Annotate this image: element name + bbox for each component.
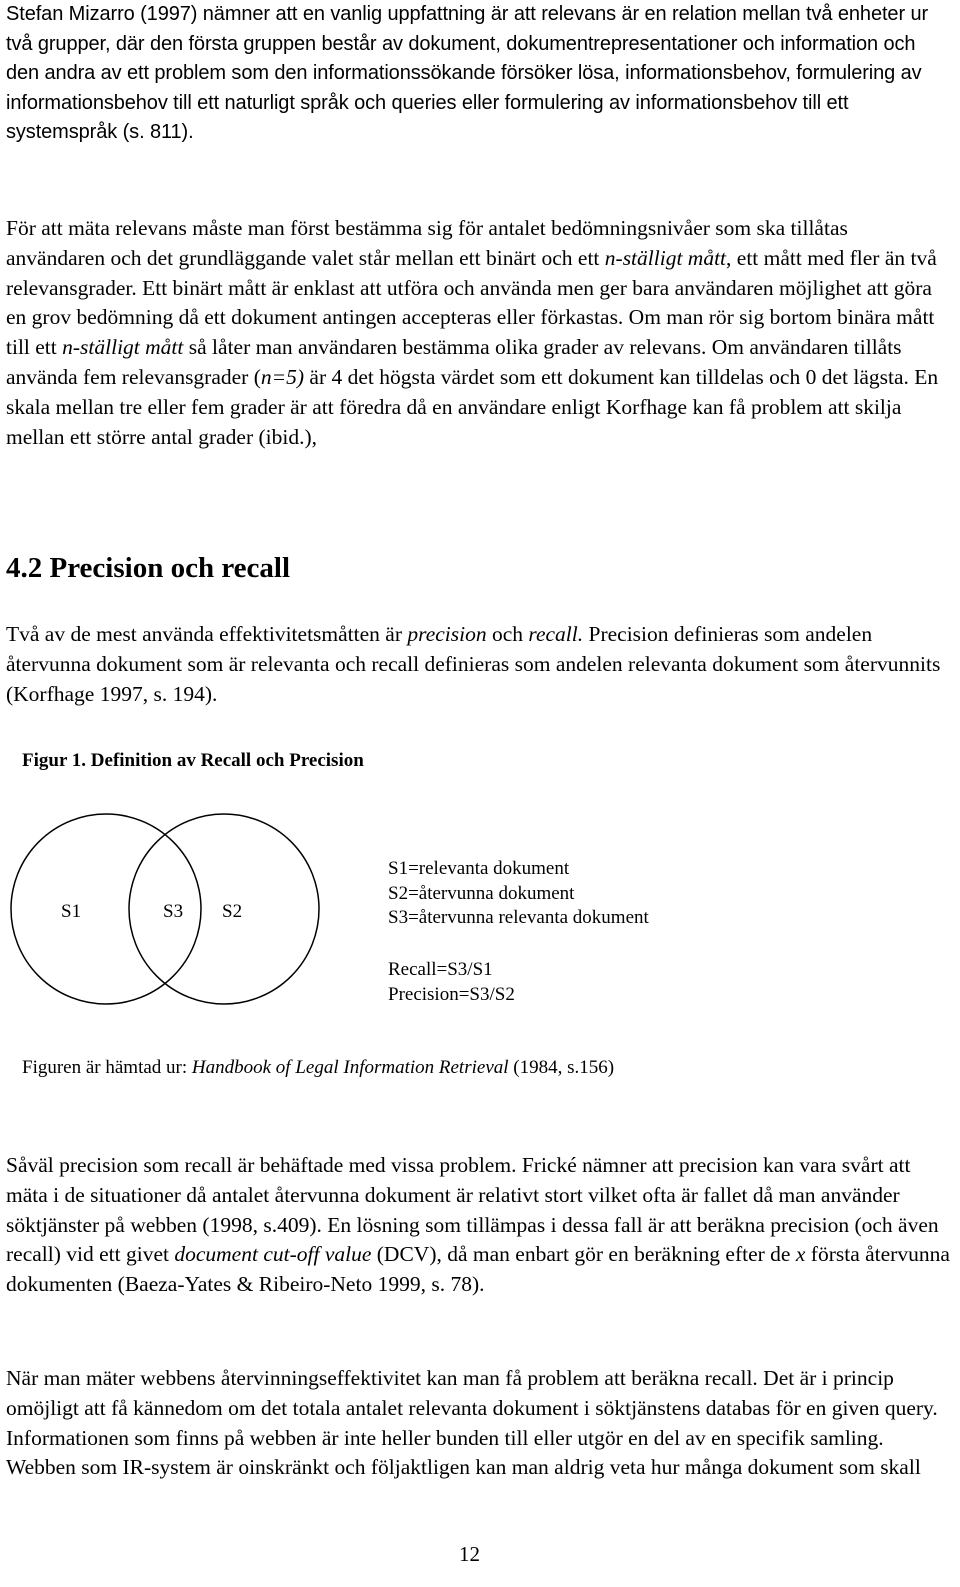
paragraph-relevance-definition: Stefan Mizarro (1997) nämner att en vanlig uppfattning är att relevans är en relation mellan två enheter ur två grupper, där den första gruppen består av dokument, dokumentrepresentationer och information och den andra av ett problem som den informationssökande försöker lösa, informationsbehov, formulering av informationsbehov till ett naturligt språk och queries eller formulering av informationsbehov till ett systemspråk (s. 811).: [6, 3, 929, 143]
figure-source: [22, 1056, 614, 1080]
italic-term: n-ställigt mått: [62, 335, 184, 360]
italic-term: recall.: [528, 622, 584, 646]
paragraph-web-recall: När man mäter webbens återvinningseffektivitet kan man få problem att beräkna recall. Det är i princip omöjligt att få kännedom om det totala antalet relevanta dokument i söktjänstens databas för en given query. Informationen som finns på webben är inte heller bunden till eller utgör en del av en specifik samling. Webben som IR-system är oinskränkt och följaktligen kan man aldrig veta hur många dokument som skall: [6, 1366, 938, 1480]
italic-term: document cut-off value: [174, 1242, 372, 1267]
text-run: Två av de mest använda effektivitetsmåtten är: [6, 622, 408, 646]
venn-diagram: [6, 0, 950, 1587]
figure-title: Figur 1. Definition av Recall och Precision: [22, 750, 364, 771]
italic-term: n=5): [260, 364, 305, 389]
label-s1: S1: [61, 901, 82, 922]
legend-item: S1=relevanta dokument: [388, 858, 570, 879]
paragraph-measurement-problems: [6, 1151, 950, 1300]
text-run: (1984, s.156): [508, 1057, 615, 1078]
section-heading: 4.2 Precision och recall: [6, 552, 291, 584]
text-run: (DCV), då man enbart gör en beräkning efter de: [371, 1242, 796, 1267]
figure-legend: [388, 857, 649, 931]
text-run: , ett mått med fler än två relevansgrader. Ett binärt mått är enklast att utföra och använda men ger bara användaren möjlighet att göra en grov bedömning då ett dokument antingen accepteras eller förkastas. Om man rör sig bortom binära mått till ett: [6, 245, 937, 360]
text-run: är 4 det högsta värdet som ett dokument kan tilldelas och 0 det lägsta. En skala mellan tre eller fem grader är att föredra då en användare enligt Korfhage kan få problem att skilja mellan ett större antal grader (ibid.),: [6, 364, 939, 449]
italic-term: precision: [407, 622, 487, 646]
formula-precision: Precision=S3/S2: [388, 983, 515, 1005]
formula-recall: Recall=S3/S1: [388, 959, 493, 980]
label-s2: S2: [222, 901, 243, 922]
legend-item: S3=återvunna relevanta dokument: [388, 907, 649, 928]
source-title: Handbook of Legal Information Retrieval: [191, 1057, 509, 1078]
text-run: Precision definieras som andelen återvunna dokument som är relevanta och recall definieras som andelen relevanta dokument som återvunnits (Korfhage 1997, s. 194).: [6, 622, 941, 706]
text-run: Såväl precision som recall är behäftade med vissa problem. Frické nämner att precision kan vara svårt att mäta i de situationer då antalet återvunna dokument är relativt stort vilket ofta är fallet då man använder söktjänster på webben (1998, s.409). En lösning som tillämpas i dessa fall är att beräkna precision (och även recall) vid ett givet: [6, 1153, 939, 1267]
italic-term: x: [795, 1242, 806, 1267]
text-run: Figuren är hämtad ur:: [22, 1057, 192, 1078]
text-run: så låter man användaren bestämma olika grader av relevans. Om användaren tillåts använda fem relevansgrader (: [6, 335, 902, 389]
text-run: För att mäta relevans måste man först bestämma sig för antalet bedömningsnivåer som ska tillåtas användaren och det grundläggande valet står mellan ett binärt och ett: [6, 216, 848, 270]
italic-term: n-ställigt mått: [604, 245, 727, 270]
text-run: och: [486, 622, 529, 646]
page-number: 12: [459, 1542, 480, 1566]
text-run: första återvunna dokumenten (Baeza-Yates & Ribeiro-Neto 1999, s. 78).: [6, 1242, 950, 1297]
legend-item: S2=återvunna dokument: [388, 882, 575, 904]
label-s3: S3: [163, 901, 184, 922]
figure-formulas: [388, 958, 515, 1007]
